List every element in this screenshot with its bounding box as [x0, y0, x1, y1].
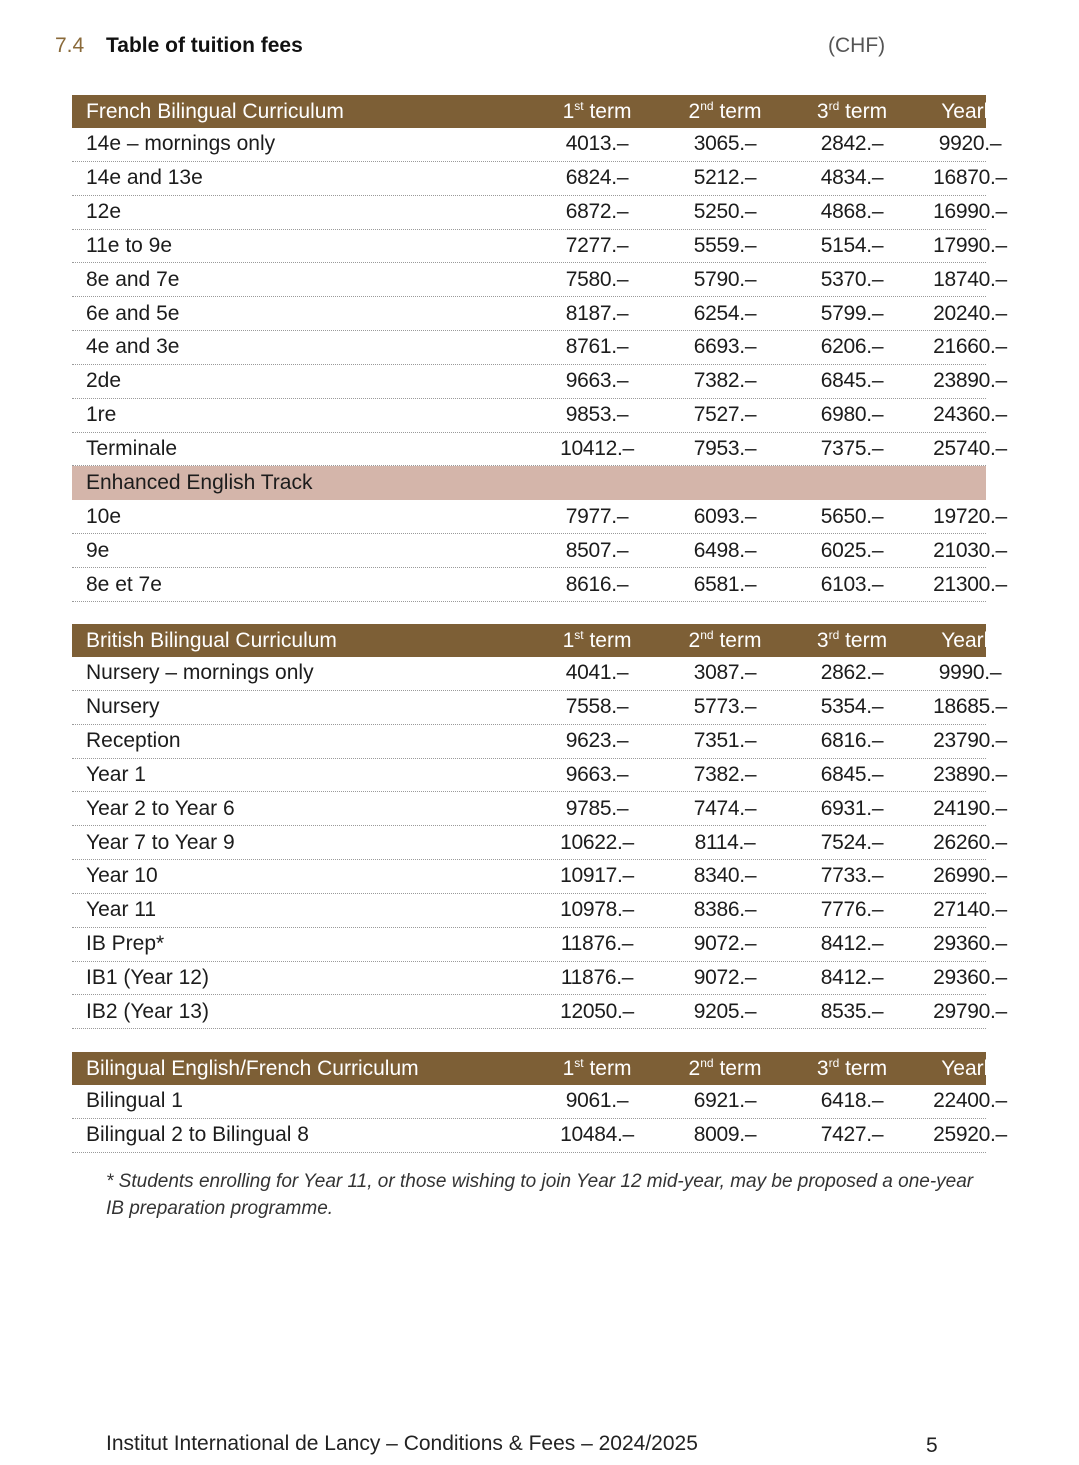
term3-fee: 7427.– [820, 1123, 884, 1147]
term3-fee: 6206.– [820, 335, 884, 359]
term3-fee: 5354.– [820, 695, 884, 719]
term1-fee: 8616.– [565, 572, 629, 596]
term2-fee: 6254.– [693, 301, 757, 325]
yearly-fee: 26990.– [933, 864, 1007, 888]
yearly-fee: 22400.– [933, 1089, 1007, 1113]
table-row [72, 399, 1007, 433]
term3-fee: 6845.– [820, 369, 884, 393]
term2-fee: 5559.– [693, 233, 757, 257]
section-heading [55, 32, 986, 62]
term1-fee: 9785.– [565, 796, 629, 820]
term1-header [547, 100, 647, 124]
row-label: Year 10 [86, 864, 158, 888]
term2-header-word: term [719, 1056, 762, 1080]
term3-fee: 6980.– [820, 403, 884, 427]
term1-fee: 10978.– [560, 898, 634, 922]
row-label: 10e [86, 504, 122, 528]
term3-fee: 6103.– [820, 572, 884, 596]
yearly-fee: 23890.– [933, 762, 1007, 786]
term3-fee: 6025.– [820, 538, 884, 562]
term2-fee: 5250.– [693, 200, 757, 224]
section-title: Table of tuition fees [106, 34, 303, 57]
term1-fee: 7277.– [565, 233, 629, 257]
yearly-fee: 24360.– [933, 403, 1007, 427]
yearly-header: Yearly [941, 1056, 999, 1080]
term3-fee: 5650.– [820, 504, 884, 528]
table-row [72, 995, 1007, 1029]
term1-fee: 4041.– [565, 661, 629, 685]
term3-fee: 2862.– [820, 661, 884, 685]
term1-header-number: 1 [562, 1056, 575, 1080]
term2-fee: 7474.– [693, 796, 757, 820]
table-header [72, 95, 999, 128]
row-label: Bilingual 1 [86, 1089, 183, 1113]
yearly-fee: 16870.– [933, 166, 1007, 190]
row-label: 9e [86, 538, 110, 562]
term1-fee: 9061.– [565, 1089, 629, 1113]
table-row [72, 962, 1007, 996]
term1-header-ordinal: st [574, 98, 584, 113]
table-header [72, 624, 999, 657]
term1-header-ordinal: st [574, 627, 584, 642]
term1-fee: 10484.– [560, 1123, 634, 1147]
term3-header [802, 629, 902, 653]
term2-header [675, 1057, 775, 1081]
term2-header-number: 2 [688, 628, 701, 652]
term2-fee: 5212.– [693, 166, 757, 190]
yearly-fee: 21660.– [933, 335, 1007, 359]
row-label: Year 11 [86, 898, 157, 922]
row-label: IB1 (Year 12) [86, 966, 209, 990]
table-row [72, 297, 1007, 331]
term2-fee: 6921.– [693, 1089, 757, 1113]
term3-header-word: term [845, 99, 888, 123]
term1-fee: 9663.– [565, 369, 629, 393]
term2-header-ordinal: nd [700, 627, 714, 642]
term3-fee: 8412.– [820, 966, 884, 990]
yearly-fee: 23790.– [933, 729, 1007, 753]
term1-header-ordinal: st [574, 1055, 584, 1070]
term1-fee: 4013.– [565, 132, 629, 156]
term1-fee: 10917.– [560, 864, 634, 888]
term1-header-word: term [589, 628, 632, 652]
term1-fee: 7977.– [565, 504, 629, 528]
british-curriculum-table [72, 624, 1007, 1029]
yearly-fee: 19720.– [933, 504, 1007, 528]
yearly-fee: 20240.– [933, 301, 1007, 325]
term3-header-word: term [845, 1056, 888, 1080]
term2-header-word: term [719, 99, 762, 123]
row-label: 14e and 13e [86, 166, 203, 190]
term2-fee: 8386.– [693, 898, 757, 922]
row-label: 6e and 5e [86, 301, 180, 325]
term2-fee: 6693.– [693, 335, 757, 359]
term1-fee: 8761.– [565, 335, 629, 359]
term1-header [547, 629, 647, 653]
yearly-fee: 9920.– [938, 132, 1002, 156]
term1-fee: 6872.– [565, 200, 629, 224]
table-row [72, 1119, 1007, 1153]
term3-fee: 7776.– [820, 898, 884, 922]
table-row [72, 792, 1007, 826]
yearly-fee: 18740.– [933, 267, 1007, 291]
term1-fee: 10412.– [560, 437, 634, 461]
page-footer: Institut International de Lancy – Conditions & Fees – 2024/2025 [106, 1432, 698, 1455]
term2-fee: 8340.– [693, 864, 757, 888]
yearly-header: Yearly [941, 628, 999, 652]
term2-fee: 5790.– [693, 267, 757, 291]
term1-fee: 8187.– [565, 301, 629, 325]
term1-fee: 11876.– [560, 966, 634, 990]
term2-fee: 6498.– [693, 538, 757, 562]
term3-fee: 5370.– [820, 267, 884, 291]
yearly-fee: 23890.– [933, 369, 1007, 393]
row-label: IB Prep* [86, 932, 165, 956]
row-label: Nursery – mornings only [86, 661, 314, 685]
section-number: 7.4 [55, 34, 85, 57]
yearly-fee: 25920.– [933, 1123, 1007, 1147]
term2-fee: 7351.– [693, 729, 757, 753]
table-row [72, 725, 1007, 759]
term3-header [802, 1057, 902, 1081]
table-row [72, 534, 1007, 568]
yearly-fee: 27140.– [933, 898, 1007, 922]
term3-fee: 7375.– [820, 437, 884, 461]
term1-fee: 9623.– [565, 729, 629, 753]
term1-fee: 10622.– [560, 830, 634, 854]
page-number: 5 [926, 1434, 938, 1457]
row-label: 14e – mornings only [86, 132, 276, 156]
curriculum-title: French Bilingual Curriculum [86, 99, 344, 123]
yearly-fee: 29360.– [933, 966, 1007, 990]
term2-header-number: 2 [688, 99, 701, 123]
term2-fee: 8009.– [693, 1123, 757, 1147]
yearly-fee: 25740.– [933, 437, 1007, 461]
row-label: Nursery [86, 695, 160, 719]
term1-fee: 6824.– [565, 166, 629, 190]
yearly-fee: 29360.– [933, 932, 1007, 956]
term1-fee: 7580.– [565, 267, 629, 291]
term1-fee: 11876.– [560, 932, 634, 956]
track-subheader [72, 466, 986, 500]
term2-fee: 3087.– [693, 661, 757, 685]
table-row [72, 500, 1007, 534]
term2-header-word: term [719, 628, 762, 652]
row-label: Terminale [86, 437, 178, 461]
yearly-fee: 21300.– [933, 572, 1007, 596]
yearly-fee: 26260.– [933, 830, 1007, 854]
row-label: IB2 (Year 13) [86, 999, 209, 1023]
term3-fee: 7524.– [820, 830, 884, 854]
table-row [72, 657, 1002, 691]
term2-fee: 7382.– [693, 369, 757, 393]
term2-header-ordinal: nd [700, 98, 714, 113]
term3-fee: 7733.– [820, 864, 884, 888]
yearly-fee: 18685.– [933, 695, 1007, 719]
table-row [72, 196, 1007, 230]
row-label: Year 2 to Year 6 [86, 796, 235, 820]
table-row [72, 128, 1002, 162]
row-label: 8e and 7e [86, 267, 180, 291]
term3-fee: 5799.– [820, 301, 884, 325]
yearly-fee: 16990.– [933, 200, 1007, 224]
term2-fee: 9072.– [693, 932, 757, 956]
term2-fee: 7527.– [693, 403, 757, 427]
term1-fee: 12050.– [560, 999, 634, 1023]
yearly-fee: 9990.– [938, 661, 1002, 685]
term2-header-number: 2 [688, 1056, 701, 1080]
row-label: Reception [86, 729, 181, 753]
yearly-fee: 21030.– [933, 538, 1007, 562]
term1-header-number: 1 [562, 628, 575, 652]
row-label: 8e et 7e [86, 572, 162, 596]
term1-header-word: term [589, 1056, 632, 1080]
bilingual-curriculum-table [72, 1052, 1007, 1153]
term3-fee: 6931.– [820, 796, 884, 820]
term3-fee: 8412.– [820, 932, 884, 956]
yearly-fee: 29790.– [933, 999, 1007, 1023]
term3-header-ordinal: rd [828, 1055, 840, 1070]
row-label: Year 1 [86, 762, 146, 786]
row-label: Year 7 to Year 9 [86, 830, 235, 854]
curriculum-title: Bilingual English/French Curriculum [86, 1056, 419, 1080]
table-row [72, 860, 1007, 894]
term3-header-word: term [845, 628, 888, 652]
term2-fee: 9072.– [693, 966, 757, 990]
term3-header-ordinal: rd [828, 98, 840, 113]
row-label: 11e to 9e [86, 233, 173, 257]
term3-fee: 4834.– [820, 166, 884, 190]
table-row [72, 928, 1007, 962]
term2-fee: 6581.– [693, 572, 757, 596]
curriculum-title: British Bilingual Curriculum [86, 628, 337, 652]
term2-fee: 6093.– [693, 504, 757, 528]
term3-fee: 8535.– [820, 999, 884, 1023]
currency-label: (CHF) [828, 34, 886, 57]
table-row [72, 691, 1007, 725]
table-row [72, 568, 1007, 602]
table-row [72, 826, 1007, 860]
term2-header [675, 100, 775, 124]
yearly-header: Yearly [941, 99, 999, 123]
term3-fee: 6845.– [820, 762, 884, 786]
row-label: Bilingual 2 to Bilingual 8 [86, 1123, 309, 1147]
term2-fee: 7382.– [693, 762, 757, 786]
french-curriculum-table [72, 95, 1007, 602]
term3-header-number: 3 [816, 99, 829, 123]
row-label: 4e and 3e [86, 335, 180, 359]
term2-fee: 7953.– [693, 437, 757, 461]
term2-fee: 8114.– [694, 830, 756, 854]
term1-header [547, 1057, 647, 1081]
row-label: 1re [86, 403, 117, 427]
term1-header-word: term [589, 99, 632, 123]
row-label: 12e [86, 200, 122, 224]
table-row [72, 230, 1007, 264]
table-header [72, 1052, 999, 1085]
term1-fee: 9663.– [565, 762, 629, 786]
term2-fee: 3065.– [693, 132, 757, 156]
term2-fee: 9205.– [693, 999, 757, 1023]
row-label: 2de [86, 369, 122, 393]
table-row [72, 365, 1007, 399]
term1-fee: 9853.– [565, 403, 629, 427]
table-row [72, 759, 1007, 793]
table-row [72, 433, 1007, 467]
term3-header-number: 3 [816, 628, 829, 652]
yearly-fee: 24190.– [933, 796, 1007, 820]
term3-header-number: 3 [816, 1056, 829, 1080]
table-row [72, 162, 1007, 196]
term1-header-number: 1 [562, 99, 575, 123]
table-row [72, 263, 1007, 297]
table-row [72, 1085, 1007, 1119]
track-title: Enhanced English Track [86, 471, 313, 495]
yearly-fee: 17990.– [933, 233, 1007, 257]
term3-fee: 6418.– [820, 1089, 884, 1113]
term2-fee: 5773.– [693, 695, 757, 719]
term1-fee: 8507.– [565, 538, 629, 562]
term3-header [802, 100, 902, 124]
table-row [72, 894, 1007, 928]
term1-fee: 7558.– [565, 695, 629, 719]
table-row [72, 331, 1007, 365]
term3-fee: 5154.– [820, 233, 884, 257]
term3-header-ordinal: rd [828, 627, 840, 642]
term3-fee: 2842.– [820, 132, 884, 156]
term3-fee: 6816.– [820, 729, 884, 753]
term2-header-ordinal: nd [700, 1055, 714, 1070]
term2-header [675, 629, 775, 653]
term3-fee: 4868.– [820, 200, 884, 224]
footnote: * Students enrolling for Year 11, or those wishing to join Year 12 mid-year, may be proposed a one-year IB preparation programme. [106, 1171, 974, 1219]
